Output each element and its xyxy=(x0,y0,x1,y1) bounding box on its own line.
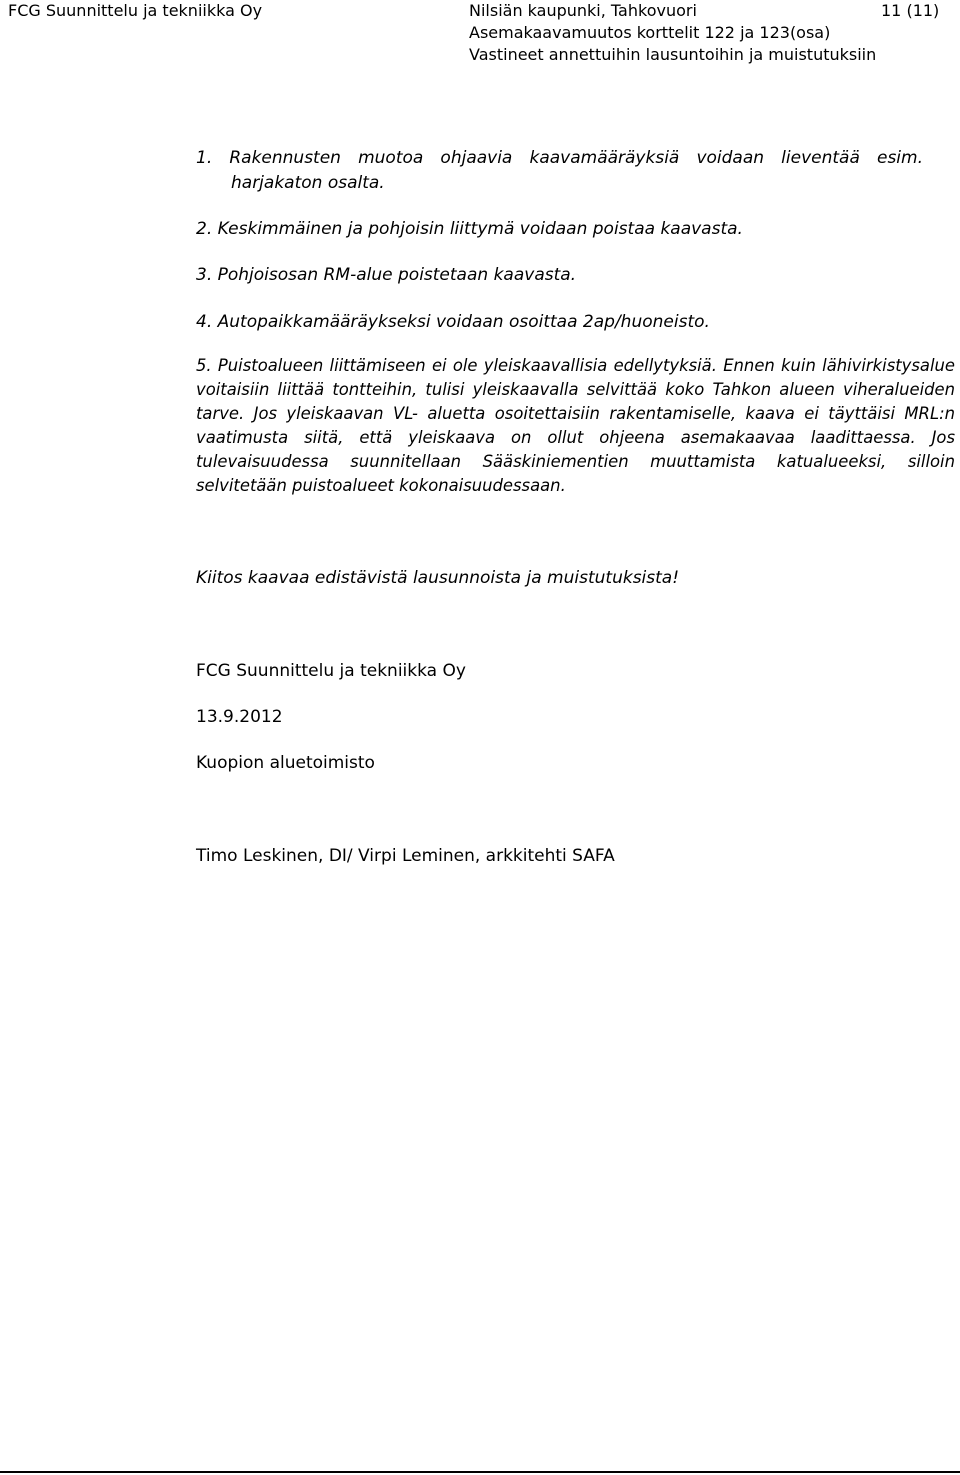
list-item-1-line2: harjakaton osalta. xyxy=(231,173,385,193)
signature-date: 13.9.2012 xyxy=(196,707,283,727)
header-company: FCG Suunnittelu ja tekniikka Oy xyxy=(8,1,263,20)
thanks-text: Kiitos kaavaa edistävistä lausunnoista ja muistutuksista! xyxy=(196,568,680,588)
list-item-2: 2. Keskimmäinen ja pohjoisin liittymä voidaan poistaa kaavasta. xyxy=(196,219,743,239)
bottom-divider xyxy=(0,1471,960,1473)
header-project-line3: Vastineet annettuihin lausuntoihin ja muistutuksiin xyxy=(469,45,877,64)
signature-names: Timo Leskinen, DI/ Virpi Leminen, arkkitehti SAFA xyxy=(196,846,615,866)
list-item-1-line1: 1. Rakennusten muotoa ohjaavia kaavamääräyksiä voidaan lieventää esim. xyxy=(196,148,923,168)
header-project-line2: Asemakaavamuutos korttelit 122 ja 123(osa) xyxy=(469,23,831,42)
signature-company: FCG Suunnittelu ja tekniikka Oy xyxy=(196,661,466,681)
list-item-4: 4. Autopaikkamääräykseksi voidaan osoittaa 2ap/huoneisto. xyxy=(196,312,710,332)
signature-office: Kuopion aluetoimisto xyxy=(196,753,375,773)
header-project-line1: Nilsiän kaupunki, Tahkovuori xyxy=(469,1,697,20)
page-number: 11 (11) xyxy=(881,1,940,20)
list-item-5: 5. Puistoalueen liittämiseen ei ole yleiskaavallisia edellytyksiä. Ennen kuin lähivirkistysalue voitaisiin liittää tontteihin, tulisi yleiskaavalla selvittää koko Tahkon alueen viheralueiden tarve. Jos yleiskaavan VL- aluetta osoitettaisiin rakentamiselle, kaava ei täyttäisi MRL:n vaatimusta siitä, että yleiskaava on ollut ohjeena asemakaavaa laadittaessa. Jos tulevaisuudessa suunnitellaan Sääskiniementien muuttamista katualueeksi, silloin selvitetään puistoalueet kokonaisuudessaan. xyxy=(196,356,955,495)
header-project-block xyxy=(469,0,940,66)
list-item-3: 3. Pohjoisosan RM-alue poistetaan kaavasta. xyxy=(196,265,577,285)
